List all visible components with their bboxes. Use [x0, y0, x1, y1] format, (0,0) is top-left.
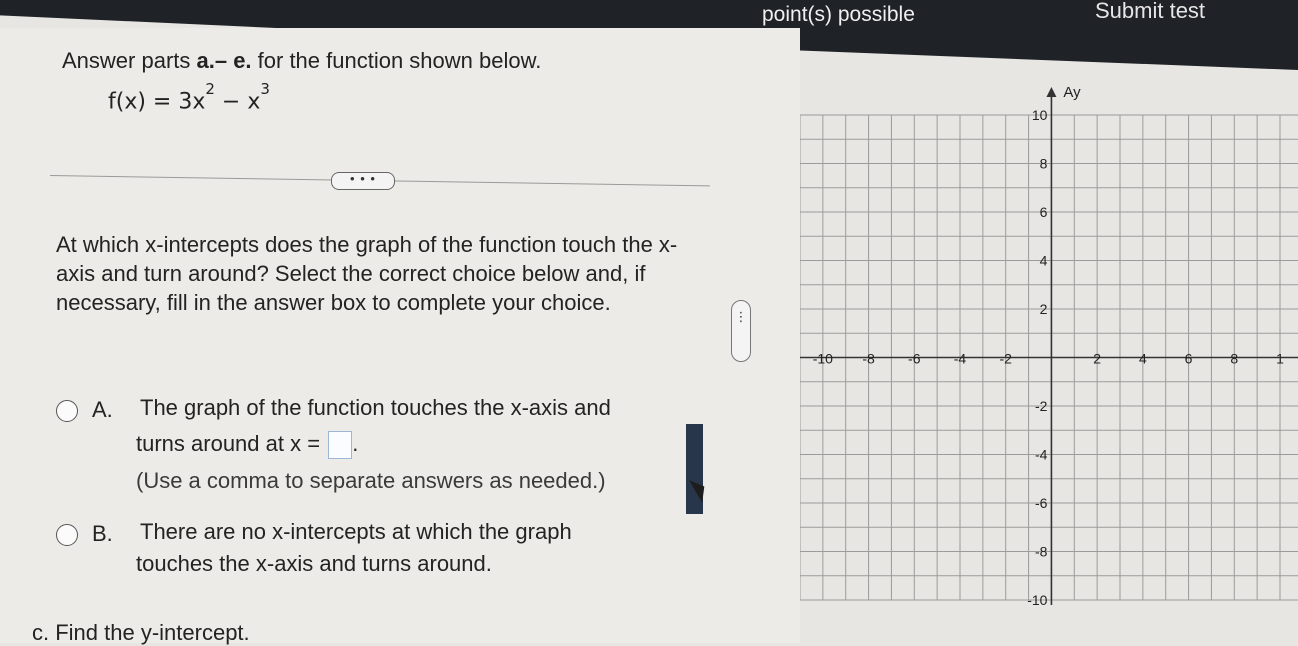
function-expression	[108, 80, 270, 115]
x-tick-label: -2	[999, 350, 1012, 367]
x-tick-label: -6	[908, 350, 921, 367]
option-a-radio[interactable]	[56, 400, 78, 422]
expand-button[interactable]: • • •	[331, 172, 395, 190]
option-b-line2: touches the x-axis and turns around.	[136, 551, 492, 576]
option-b-line1: There are no x-intercepts at which the graph	[140, 519, 572, 544]
side-handle[interactable]: ⋮	[731, 300, 751, 362]
y-tick-label: 4	[1039, 252, 1048, 269]
y-tick-label: -4	[1034, 446, 1048, 463]
coordinate-graph	[800, 70, 1298, 643]
question-text: At which x-intercepts does the graph of the function touch the x-axis and turn around? Select the correct choice below and, if necessary, fill in the answer box to complete your choice.	[56, 232, 678, 315]
y-axis-label: Ay	[1063, 84, 1081, 101]
option-b-letter: B.	[92, 521, 113, 546]
y-tick-label: 8	[1039, 155, 1048, 172]
function-lhs: f(x) = 3x	[108, 89, 206, 115]
instructions-prefix: Answer parts	[62, 48, 197, 73]
option-a-line1: The graph of the function touches the x-axis and	[140, 395, 611, 420]
answer-input-box[interactable]	[328, 431, 352, 459]
y-tick-label: -8	[1034, 543, 1048, 560]
option-a-letter: A.	[92, 397, 113, 422]
part-c-heading: c. Find the y-intercept.	[32, 620, 250, 645]
x-tick-label: 4	[1138, 350, 1147, 367]
y-tick-label: -2	[1034, 398, 1048, 414]
x-tick-label: -8	[862, 350, 875, 367]
x-tick-label: 8	[1230, 350, 1239, 367]
x-tick-label: 2	[1093, 350, 1102, 367]
x-tick-label: 1	[1276, 350, 1284, 367]
y-tick-label: 2	[1039, 301, 1048, 317]
function-exponent-1: 2	[205, 80, 215, 98]
option-a-note: (Use a comma to separate answers as needed.)	[136, 468, 606, 493]
x-tick-label: 6	[1184, 350, 1193, 367]
x-tick-label: -10	[812, 350, 833, 367]
function-mid: − x	[214, 89, 261, 115]
instructions-bold: a.– e.	[196, 48, 252, 73]
graph-svg	[800, 70, 1298, 643]
y-tick-label: -6	[1034, 495, 1048, 511]
points-possible-text: point(s) possible	[762, 3, 915, 26]
y-tick-label: -10	[1027, 592, 1048, 608]
y-axis-arrow-icon	[1046, 87, 1056, 97]
instructions-suffix: for the function shown below.	[251, 48, 542, 73]
option-a-line2	[136, 426, 358, 462]
option-a-line2-prefix: turns around at x =	[136, 431, 321, 456]
x-tick-label: -4	[953, 350, 967, 367]
option-a-line2-suffix: .	[352, 431, 359, 456]
instructions	[62, 48, 541, 74]
option-b-radio[interactable]	[56, 524, 78, 546]
submit-test-button[interactable]: Submit test	[1095, 0, 1206, 23]
y-tick-label: 10	[1031, 107, 1048, 123]
y-tick-label: 6	[1039, 204, 1048, 220]
function-exponent-2: 3	[260, 80, 270, 98]
